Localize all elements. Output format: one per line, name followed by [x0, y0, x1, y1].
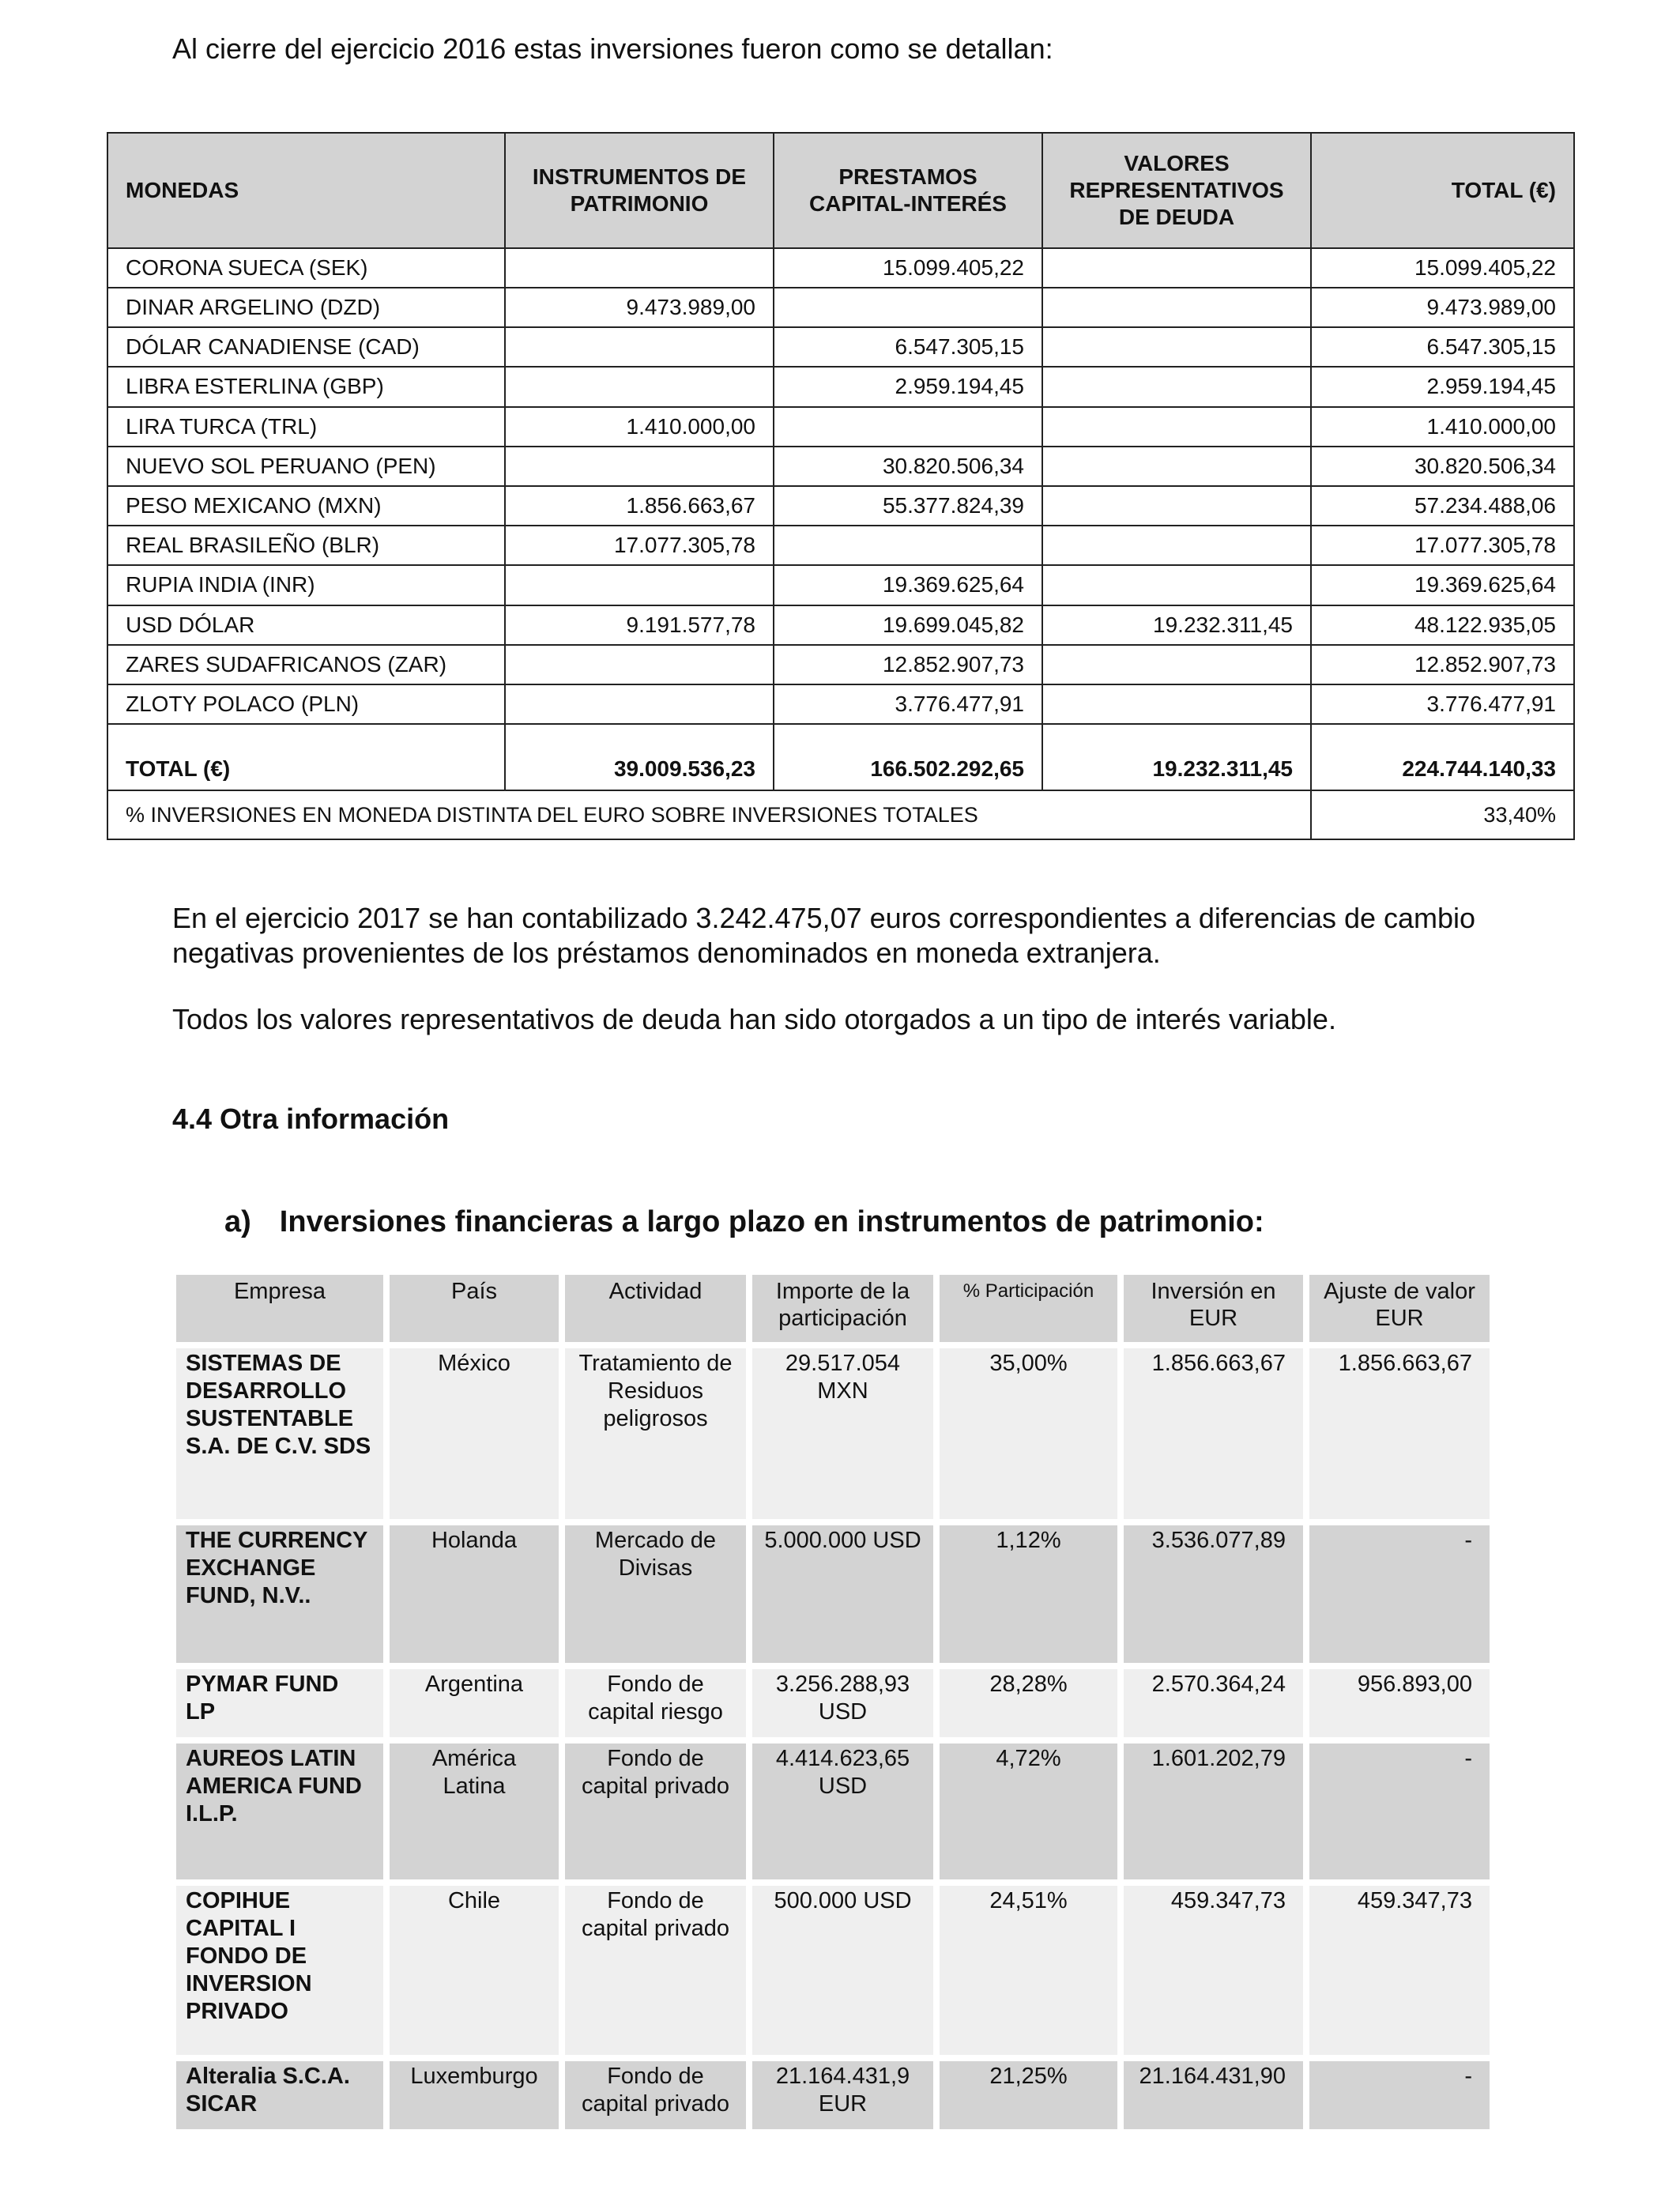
cell-prestamos: 30.820.506,34 [774, 447, 1042, 486]
section-title: 4.4 Otra información [172, 1103, 450, 1135]
cell-total: 19.369.625,64 [1311, 565, 1574, 605]
header-monedas: MONEDAS [107, 133, 505, 248]
cell-instrumentos: 17.077.305,78 [505, 526, 774, 565]
cell-importe: 3.256.288,93 USD [752, 1669, 933, 1737]
cell-prestamos: 55.377.824,39 [774, 486, 1042, 526]
cell-instrumentos [505, 367, 774, 406]
cell-pais: Holanda [390, 1525, 559, 1663]
cell-prestamos: 6.547.305,15 [774, 327, 1042, 367]
table-row [107, 526, 1574, 565]
cell-ajuste: - [1309, 1525, 1490, 1663]
table-row [107, 565, 1574, 605]
cell-moneda: LIBRA ESTERLINA (GBP) [107, 367, 505, 406]
cell-total: 3.776.477,91 [1311, 684, 1574, 724]
header-instrumentos: INSTRUMENTOS DE PATRIMONIO [505, 133, 774, 248]
header-total: TOTAL (€) [1311, 133, 1574, 248]
cell-valores [1042, 447, 1311, 486]
cell-instrumentos: 1.410.000,00 [505, 407, 774, 447]
cell-total: 2.959.194,45 [1311, 367, 1574, 406]
cell-valores [1042, 526, 1311, 565]
cell-instrumentos: 9.191.577,78 [505, 605, 774, 645]
cell-moneda: ZARES SUDAFRICANOS (ZAR) [107, 645, 505, 684]
total-row [107, 724, 1574, 790]
cell-total: 48.122.935,05 [1311, 605, 1574, 645]
intro-text: Al cierre del ejercicio 2016 estas inversiones fueron como se detallan: [172, 32, 1053, 65]
cell-moneda: DÓLAR CANADIENSE (CAD) [107, 327, 505, 367]
cell-valores [1042, 407, 1311, 447]
header-valores: VALORES REPRESENTATIVOS DE DEUDA [1042, 133, 1311, 248]
cell-instrumentos: 1.856.663,67 [505, 486, 774, 526]
cell-total: 1.410.000,00 [1311, 407, 1574, 447]
cell-total: 9.473.989,00 [1311, 288, 1574, 327]
total-prestamos: 166.502.292,65 [774, 724, 1042, 790]
header-ajuste: Ajuste de valor EUR [1309, 1275, 1490, 1342]
cell-prestamos: 2.959.194,45 [774, 367, 1042, 406]
cell-valores [1042, 327, 1311, 367]
header-participacion: % Participación [940, 1275, 1117, 1342]
cell-pais: Argentina [390, 1669, 559, 1737]
cell-moneda: RUPIA INDIA (INR) [107, 565, 505, 605]
cell-total: 30.820.506,34 [1311, 447, 1574, 486]
cell-total: 15.099.405,22 [1311, 248, 1574, 288]
cell-pais: México [390, 1348, 559, 1519]
table-row [107, 486, 1574, 526]
table-row [176, 1348, 1490, 1519]
cell-instrumentos [505, 645, 774, 684]
cell-empresa: THE CURRENCY EXCHANGE FUND, N.V.. [176, 1525, 383, 1663]
cell-valores [1042, 565, 1311, 605]
cell-total: 57.234.488,06 [1311, 486, 1574, 526]
table-row [107, 605, 1574, 645]
cell-ajuste: 459.347,73 [1309, 1886, 1490, 2055]
cell-actividad: Fondo de capital riesgo [565, 1669, 746, 1737]
cell-actividad: Fondo de capital privado [565, 1886, 746, 2055]
cell-valores [1042, 367, 1311, 406]
cell-importe: 5.000.000 USD [752, 1525, 933, 1663]
cell-instrumentos [505, 248, 774, 288]
cell-prestamos: 19.699.045,82 [774, 605, 1042, 645]
cell-total: 6.547.305,15 [1311, 327, 1574, 367]
subsection-heading [224, 1205, 1264, 1239]
cell-moneda: DINAR ARGELINO (DZD) [107, 288, 505, 327]
header-actividad: Actividad [565, 1275, 746, 1342]
table-row [107, 447, 1574, 486]
total-total: 224.744.140,33 [1311, 724, 1574, 790]
cell-valores [1042, 248, 1311, 288]
cell-valores [1042, 645, 1311, 684]
table-row [107, 367, 1574, 406]
table-row [107, 645, 1574, 684]
cell-valores [1042, 288, 1311, 327]
table-row [107, 288, 1574, 327]
cell-actividad: Tratamiento de Residuos peligrosos [565, 1348, 746, 1519]
header-pais: País [390, 1275, 559, 1342]
table-row [107, 407, 1574, 447]
cell-participacion: 4,72% [940, 1744, 1117, 1879]
cell-valores [1042, 684, 1311, 724]
cell-participacion: 35,00% [940, 1348, 1117, 1519]
table-row [176, 1886, 1490, 2055]
table-row [107, 327, 1574, 367]
cell-importe: 4.414.623,65 USD [752, 1744, 933, 1879]
cell-inversion: 3.536.077,89 [1124, 1525, 1303, 1663]
cell-inversion: 2.570.364,24 [1124, 1669, 1303, 1737]
cell-inversion: 1.856.663,67 [1124, 1348, 1303, 1519]
table-row [176, 2061, 1490, 2129]
cell-instrumentos [505, 447, 774, 486]
currency-table [107, 132, 1575, 840]
table-row [176, 1669, 1490, 1737]
total-valores: 19.232.311,45 [1042, 724, 1311, 790]
cell-ajuste: 1.856.663,67 [1309, 1348, 1490, 1519]
header-prestamos: PRESTAMOS CAPITAL-INTERÉS [774, 133, 1042, 248]
cell-participacion: 24,51% [940, 1886, 1117, 2055]
investments-header [176, 1275, 1490, 1342]
cell-importe: 21.164.431,9 EUR [752, 2061, 933, 2129]
cell-prestamos: 12.852.907,73 [774, 645, 1042, 684]
currency-table-header [107, 133, 1574, 248]
cell-moneda: REAL BRASILEÑO (BLR) [107, 526, 505, 565]
investments-table [170, 1269, 1496, 2136]
cell-ajuste: 956.893,00 [1309, 1669, 1490, 1737]
cell-empresa: PYMAR FUND LP [176, 1669, 383, 1737]
cell-instrumentos: 9.473.989,00 [505, 288, 774, 327]
cell-moneda: ZLOTY POLACO (PLN) [107, 684, 505, 724]
cell-instrumentos [505, 565, 774, 605]
header-inversion: Inversión en EUR [1124, 1275, 1303, 1342]
table-row [107, 684, 1574, 724]
percentage-value: 33,40% [1311, 790, 1574, 839]
cell-inversion: 1.601.202,79 [1124, 1744, 1303, 1879]
table-row [107, 248, 1574, 288]
subsection-title: Inversiones financieras a largo plazo en instrumentos de patrimonio: [279, 1205, 1264, 1238]
cell-valores [1042, 486, 1311, 526]
cell-empresa: COPIHUE CAPITAL I FONDO DE INVERSION PRIVADO [176, 1886, 383, 2055]
cell-pais: América Latina [390, 1744, 559, 1879]
subsection-letter: a) [224, 1205, 251, 1238]
cell-instrumentos [505, 327, 774, 367]
total-label: TOTAL (€) [107, 724, 505, 790]
header-importe: Importe de la participación [752, 1275, 933, 1342]
cell-valores: 19.232.311,45 [1042, 605, 1311, 645]
cell-empresa: SISTEMAS DE DESARROLLO SUSTENTABLE S.A. DE C.V. SDS [176, 1348, 383, 1519]
cell-ajuste: - [1309, 1744, 1490, 1879]
cell-participacion: 28,28% [940, 1669, 1117, 1737]
cell-inversion: 21.164.431,90 [1124, 2061, 1303, 2129]
paragraph-variable-interest: Todos los valores representativos de deuda han sido otorgados a un tipo de interés variable. [172, 1003, 1336, 1035]
cell-actividad: Fondo de capital privado [565, 1744, 746, 1879]
cell-actividad: Fondo de capital privado [565, 2061, 746, 2129]
cell-prestamos: 19.369.625,64 [774, 565, 1042, 605]
percentage-label: % INVERSIONES EN MONEDA DISTINTA DEL EURO SOBRE INVERSIONES TOTALES [107, 790, 1311, 839]
cell-participacion: 21,25% [940, 2061, 1117, 2129]
cell-empresa: AUREOS LATIN AMERICA FUND I.L.P. [176, 1744, 383, 1879]
cell-moneda: PESO MEXICANO (MXN) [107, 486, 505, 526]
table-row [176, 1744, 1490, 1879]
cell-importe: 29.517.054 MXN [752, 1348, 933, 1519]
cell-moneda: NUEVO SOL PERUANO (PEN) [107, 447, 505, 486]
cell-ajuste: - [1309, 2061, 1490, 2129]
total-instrumentos: 39.009.536,23 [505, 724, 774, 790]
cell-total: 17.077.305,78 [1311, 526, 1574, 565]
cell-importe: 500.000 USD [752, 1886, 933, 2055]
paragraph-exchange-differences: En el ejercicio 2017 se han contabilizado 3.242.475,07 euros correspondientes a diferencias de cambio negativas provenientes de los préstamos denominados en moneda extranjera. [172, 902, 1476, 969]
cell-pais: Luxemburgo [390, 2061, 559, 2129]
cell-actividad: Mercado de Divisas [565, 1525, 746, 1663]
header-empresa: Empresa [176, 1275, 383, 1342]
cell-prestamos [774, 288, 1042, 327]
cell-participacion: 1,12% [940, 1525, 1117, 1663]
cell-moneda: LIRA TURCA (TRL) [107, 407, 505, 447]
cell-total: 12.852.907,73 [1311, 645, 1574, 684]
cell-moneda: USD DÓLAR [107, 605, 505, 645]
cell-inversion: 459.347,73 [1124, 1886, 1303, 2055]
cell-moneda: CORONA SUECA (SEK) [107, 248, 505, 288]
cell-prestamos: 15.099.405,22 [774, 248, 1042, 288]
cell-empresa: Alteralia S.C.A. SICAR [176, 2061, 383, 2129]
cell-prestamos [774, 407, 1042, 447]
cell-prestamos: 3.776.477,91 [774, 684, 1042, 724]
cell-pais: Chile [390, 1886, 559, 2055]
cell-instrumentos [505, 684, 774, 724]
cell-prestamos [774, 526, 1042, 565]
percentage-row [107, 790, 1574, 839]
table-row [176, 1525, 1490, 1663]
